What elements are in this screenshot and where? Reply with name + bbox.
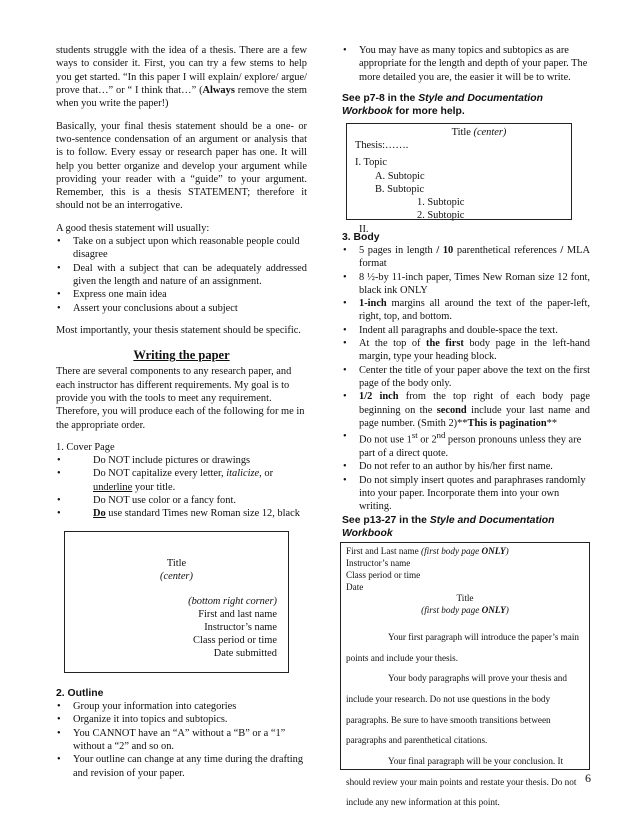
list-item: • You may have as many topics and subtopics as are appropriate for the length and depth of your paper. The more detailed you are, the easier it will be to write. <box>342 44 590 84</box>
superscript: nd <box>436 430 446 441</box>
heading-line <box>346 546 584 558</box>
list-item: • Do NOT include pictures or drawings <box>56 454 307 467</box>
example-paragraph: Your final paragraph will be your conclusion. It should review your main points and restate your thesis. Do not include any new information at this point. <box>346 756 577 808</box>
list-item: • You CANNOT have an “A” without a “B” or a “1” without a “2” and so on. <box>56 727 307 754</box>
underlined-text: underline <box>93 481 133 493</box>
outline-subtopic: A. Subtopic <box>375 170 425 182</box>
italic-text: ) <box>505 546 509 557</box>
left-column <box>56 44 307 780</box>
list-item: • 8 ½-by 11-inch paper, Times New Roman size 12 font, black ink ONLY <box>342 271 590 298</box>
text: or 2 <box>417 434 437 446</box>
outline-title <box>355 126 563 139</box>
text: See p7-8 in the <box>342 92 419 104</box>
outline-continued-list <box>342 44 590 84</box>
outline-second-topic: II. <box>359 223 369 235</box>
body-title: Title <box>456 593 474 604</box>
text: parenthetical references <box>453 244 561 256</box>
list-item <box>342 244 590 271</box>
outline-subsubtopic: 1. Subtopic <box>417 197 465 209</box>
text: , or <box>259 468 274 480</box>
right-column <box>342 44 590 808</box>
cover-page-example-box <box>64 531 289 673</box>
underlined-text: Do <box>93 508 106 520</box>
thesis-stems-paragraph <box>56 44 307 111</box>
italic-text: (first body page <box>421 546 482 557</box>
text: At the top of <box>359 338 427 350</box>
italic-text: (center) <box>473 126 507 138</box>
text: 5 pages in length <box>359 244 437 256</box>
bold-text: 1-inch <box>359 298 387 310</box>
list-item <box>342 337 590 364</box>
bold-text: / <box>560 244 564 256</box>
writing-heading: Writing the paper <box>133 348 230 363</box>
text: for more help. <box>392 106 465 118</box>
text: ** <box>546 417 558 429</box>
outline-thesis: Thesis:……. <box>355 139 409 151</box>
cover-line: Date submitted <box>213 647 277 659</box>
list-item: • Deal with a subject that can be adequately addressed given the length and nature of an assignment. <box>56 262 307 289</box>
list-item: • Do NOT use color or a fancy font. <box>56 494 307 507</box>
body-requirements-list <box>342 244 590 514</box>
text: from the top right of each body page beginning on the <box>359 391 590 416</box>
cover-line: First and last name <box>198 608 277 620</box>
bold-text: second <box>436 404 467 416</box>
writing-paragraph: There are several components to any research paper, and each instructor has different requirements. My goal is to provide you with the tools to meet any requirement. Therefore, you will produce each of the following for me in the appropriate order. <box>56 366 305 431</box>
body-title-note <box>346 605 584 617</box>
body-heading: 3. Body <box>342 231 380 243</box>
outline-list <box>56 700 307 780</box>
bold-text: / 10 <box>436 244 454 256</box>
thesis-definition-paragraph: Basically, your final thesis statement should be a one- or two-sentence condensation of an argument or analysis that is to follow. Every essay or research paper has one. It will help you better organize and develop your argument while providing your reader with a “guide” to your argument. Remember, this is a thesis STATEMENT; therefore it should not be an interrogative. <box>56 120 307 212</box>
bold-text: This is pagination <box>467 417 547 429</box>
cover-page-list <box>56 454 307 521</box>
cover-line: Instructor’s name <box>204 621 277 633</box>
body-page-example-box <box>340 542 590 808</box>
text: use standard Times new Roman size 12, black <box>105 508 300 520</box>
text: Title <box>451 126 474 138</box>
outline-example-box <box>346 123 572 235</box>
list-item: • Organize it into topics and subtopics. <box>56 713 307 726</box>
list-item: • Express one main idea <box>56 288 307 301</box>
text: students struggle with the idea of a thesis. There are a few ways to consider it. First, you can try a few stems to help you get started. “In this paper I will explain/ explore/ argue/ prove that…” or “ I think that…” ( <box>56 45 307 96</box>
text: Do NOT capitalize every letter, <box>93 468 227 480</box>
bold-text: 1/2 inch <box>359 391 399 403</box>
good-thesis-intro: A good thesis statement will usually: <box>56 222 210 234</box>
good-thesis-list <box>56 235 307 315</box>
text: person pronouns unless they are part of a direct quote. <box>359 434 582 460</box>
italic-text: Style and Documentation Workbook <box>342 92 543 118</box>
heading-line: Date <box>346 581 364 592</box>
text: First and Last name <box>346 546 422 557</box>
text: your title. <box>132 481 176 493</box>
list-item <box>342 430 590 460</box>
specific-note: Most importantly, your thesis statement should be specific. <box>56 324 301 336</box>
list-item: • Assert your conclusions about a subject <box>56 302 307 315</box>
bold-text: the first <box>426 338 464 350</box>
list-item <box>342 297 590 324</box>
page-number: 6 <box>585 771 591 785</box>
list-item: • Do not simply insert quotes and paraphrases randomly into your paper. Incorporate them into your own writing. <box>342 474 590 514</box>
italic-text: italicize <box>226 468 260 480</box>
list-item: • Take on a subject upon which reasonable people could disagree <box>56 235 307 262</box>
outline-subtopic: B. Subtopic <box>375 183 425 195</box>
cover-title: Title <box>166 557 187 569</box>
list-item <box>56 507 307 520</box>
example-paragraph: Your body paragraphs will prove your thesis and include your research. Do not use questions in the body paragraphs. Be sure to have smooth transitions between paragraphs and parenthetical citations. <box>346 673 567 746</box>
workbook-reference <box>342 514 590 541</box>
list-item <box>342 390 590 430</box>
cover-page-heading: 1. Cover Page <box>56 441 115 453</box>
outline-topic: I. Topic <box>355 157 387 169</box>
cover-corner-note: (bottom right corner) <box>188 595 277 607</box>
cover-title-note: (center) <box>160 570 193 582</box>
text: Do not use 1 <box>359 434 412 446</box>
italic-text: Style and Documentation Workbook <box>342 514 555 539</box>
superscript: st <box>411 430 418 441</box>
bold-text: Always <box>202 84 235 96</box>
cover-line: Class period or time <box>193 634 277 646</box>
list-item: • Center the title of your paper above the text on the first page of the body only. <box>342 364 590 391</box>
text: body page in the left-hand margin, type your heading block. <box>359 338 590 363</box>
text: remove the stem when you write the paper!) <box>56 84 307 110</box>
heading-line: Class period or time <box>346 569 421 580</box>
outline-subsubtopic: 2. Subtopic <box>417 210 465 222</box>
list-item: • Group your information into categories <box>56 700 307 713</box>
italic-text: (first body page <box>421 605 482 616</box>
outline-heading: 2. Outline <box>56 687 104 699</box>
bold-italic-text: ONLY <box>481 546 506 557</box>
list-item <box>56 467 307 494</box>
text: MLA format <box>359 244 590 270</box>
list-item: • Your outline can change at any time during the drafting and revision of your paper. <box>56 753 307 780</box>
text: See p13-27 in the <box>342 514 430 526</box>
list-item: • Do not refer to an author by his/her first name. <box>342 460 590 473</box>
example-paragraph: Your first paragraph will introduce the paper’s main points and include your thesis. <box>346 631 580 663</box>
heading-line: Instructor’s name <box>346 557 411 568</box>
workbook-reference <box>342 92 590 119</box>
list-item: • Indent all paragraphs and double-space the text. <box>342 324 590 337</box>
bold-italic-text: ONLY <box>481 605 506 616</box>
text: include your last name and page number. (Smith 2)** <box>359 404 590 429</box>
text: margins all around the text of the paper-left, right, top, and bottom. <box>359 298 590 323</box>
italic-text: ) <box>505 605 509 616</box>
